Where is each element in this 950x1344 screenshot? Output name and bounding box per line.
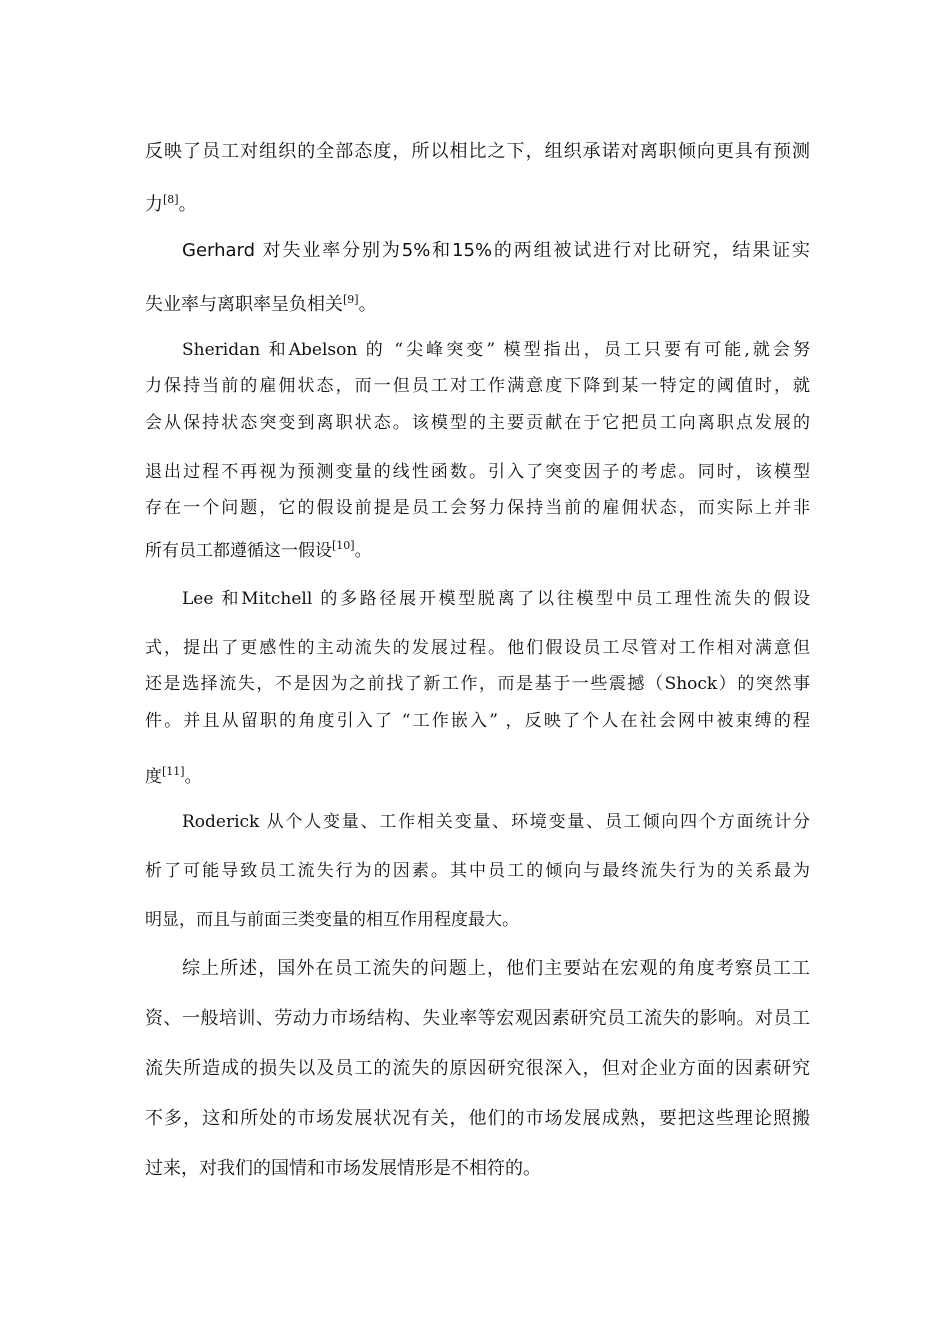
paragraph-4-line-5-tail: 。 [184,767,202,787]
paragraph-4-line-5-text: 度 [145,767,162,787]
paragraph-6-line-3: 流失所造成的损失以及员工的流失的原因研究很深入，但对企业方面的因素研究 [145,1058,810,1079]
citation-8: [8] [163,193,179,206]
citation-9: [9] [343,293,359,306]
paragraph-4-line-2: 式，提出了更感性的主动流失的发展过程。他们假设员工尽管对工作相对满意但 [145,638,810,658]
paragraph-5-line-2: 析了可能导致员工流失行为的因素。其中员工的倾向与最终流失行为的关系最为 [145,861,810,881]
paragraph-3-line-2: 力保持当前的雇佣状态，而一但员工对工作满意度下降到某一特定的阈值时，就 [145,376,810,396]
paragraph-4-line-3: 还是选择流失，不是因为之前找了新工作，而是基于一些震撼（Shock）的突然事 [145,674,810,694]
paragraph-2-line-2-text: 失业率与离职率呈负相关 [145,294,343,315]
paragraph-4-line-5 [145,759,810,790]
paragraph-3-line-1: Sheridan 和Abelson 的 “尖峰突变” 模型指出，员工只要有可能,就会努 [182,340,810,360]
paragraph-2-line-2-tail: 。 [358,294,377,315]
paragraph-2-line-2 [145,287,810,318]
paragraph-3-line-4: 退出过程不再视为预测变量的线性函数。引入了突变因子的考虑。同时，该模型 [145,462,810,482]
paragraph-3-line-6-text: 所有员工都遵循这一假设 [145,541,332,561]
paragraph-3-line-6 [145,533,810,564]
paragraph-1-line-1: 反映了员工对组织的全部态度，所以相比之下，组织承诺对离职倾向更具有预测 [145,141,810,162]
paragraph-1-line-2-tail: 。 [178,194,197,215]
paragraph-3-line-6-tail: 。 [354,541,372,561]
paragraph-6-line-1: 综上所述，国外在员工流失的问题上，他们主要站在宏观的角度考察员工工 [182,958,810,979]
paragraph-4-line-1: Lee 和Mitchell 的多路径展开模型脱离了以往模型中员工理性流失的假设 [182,589,810,609]
paragraph-6-line-2: 资、一般培训、劳动力市场结构、失业率等宏观因素研究员工流失的影响。对员工 [145,1008,810,1029]
paragraph-4-line-4: 件。并且从留职的角度引入了 “工作嵌入” ，反映了个人在社会网中被束缚的程 [145,711,810,731]
paragraph-5-line-1: Roderick 从个人变量、工作相关变量、环境变量、员工倾向四个方面统计分 [182,812,810,832]
paragraph-3-line-5: 存在一个问题，它的假设前提是员工会努力保持当前的雇佣状态，而实际上并非 [145,498,810,518]
citation-11: [11] [162,765,185,778]
paragraph-5-line-3: 明显，而且与前面三类变量的相互作用程度最大。 [145,910,519,930]
paragraph-6-line-5: 过来，对我们的国情和市场发展情形是不相符的。 [145,1158,541,1179]
paragraph-6-line-4: 不多，这和所处的市场发展状况有关，他们的市场发展成熟，要把这些理论照搬 [145,1108,810,1129]
citation-10: [10] [332,539,355,552]
paragraph-3-line-3: 会从保持状态突变到离职状态。该模型的主要贡献在于它把员工向离职点发展的 [145,413,810,433]
paragraph-2-line-1: Gerhard 对失业率分别为5%和15%的两组被试进行对比研究，结果证实 [182,240,810,261]
paragraph-1-line-2 [145,187,810,218]
paragraph-1-line-2-text: 力 [145,194,163,215]
